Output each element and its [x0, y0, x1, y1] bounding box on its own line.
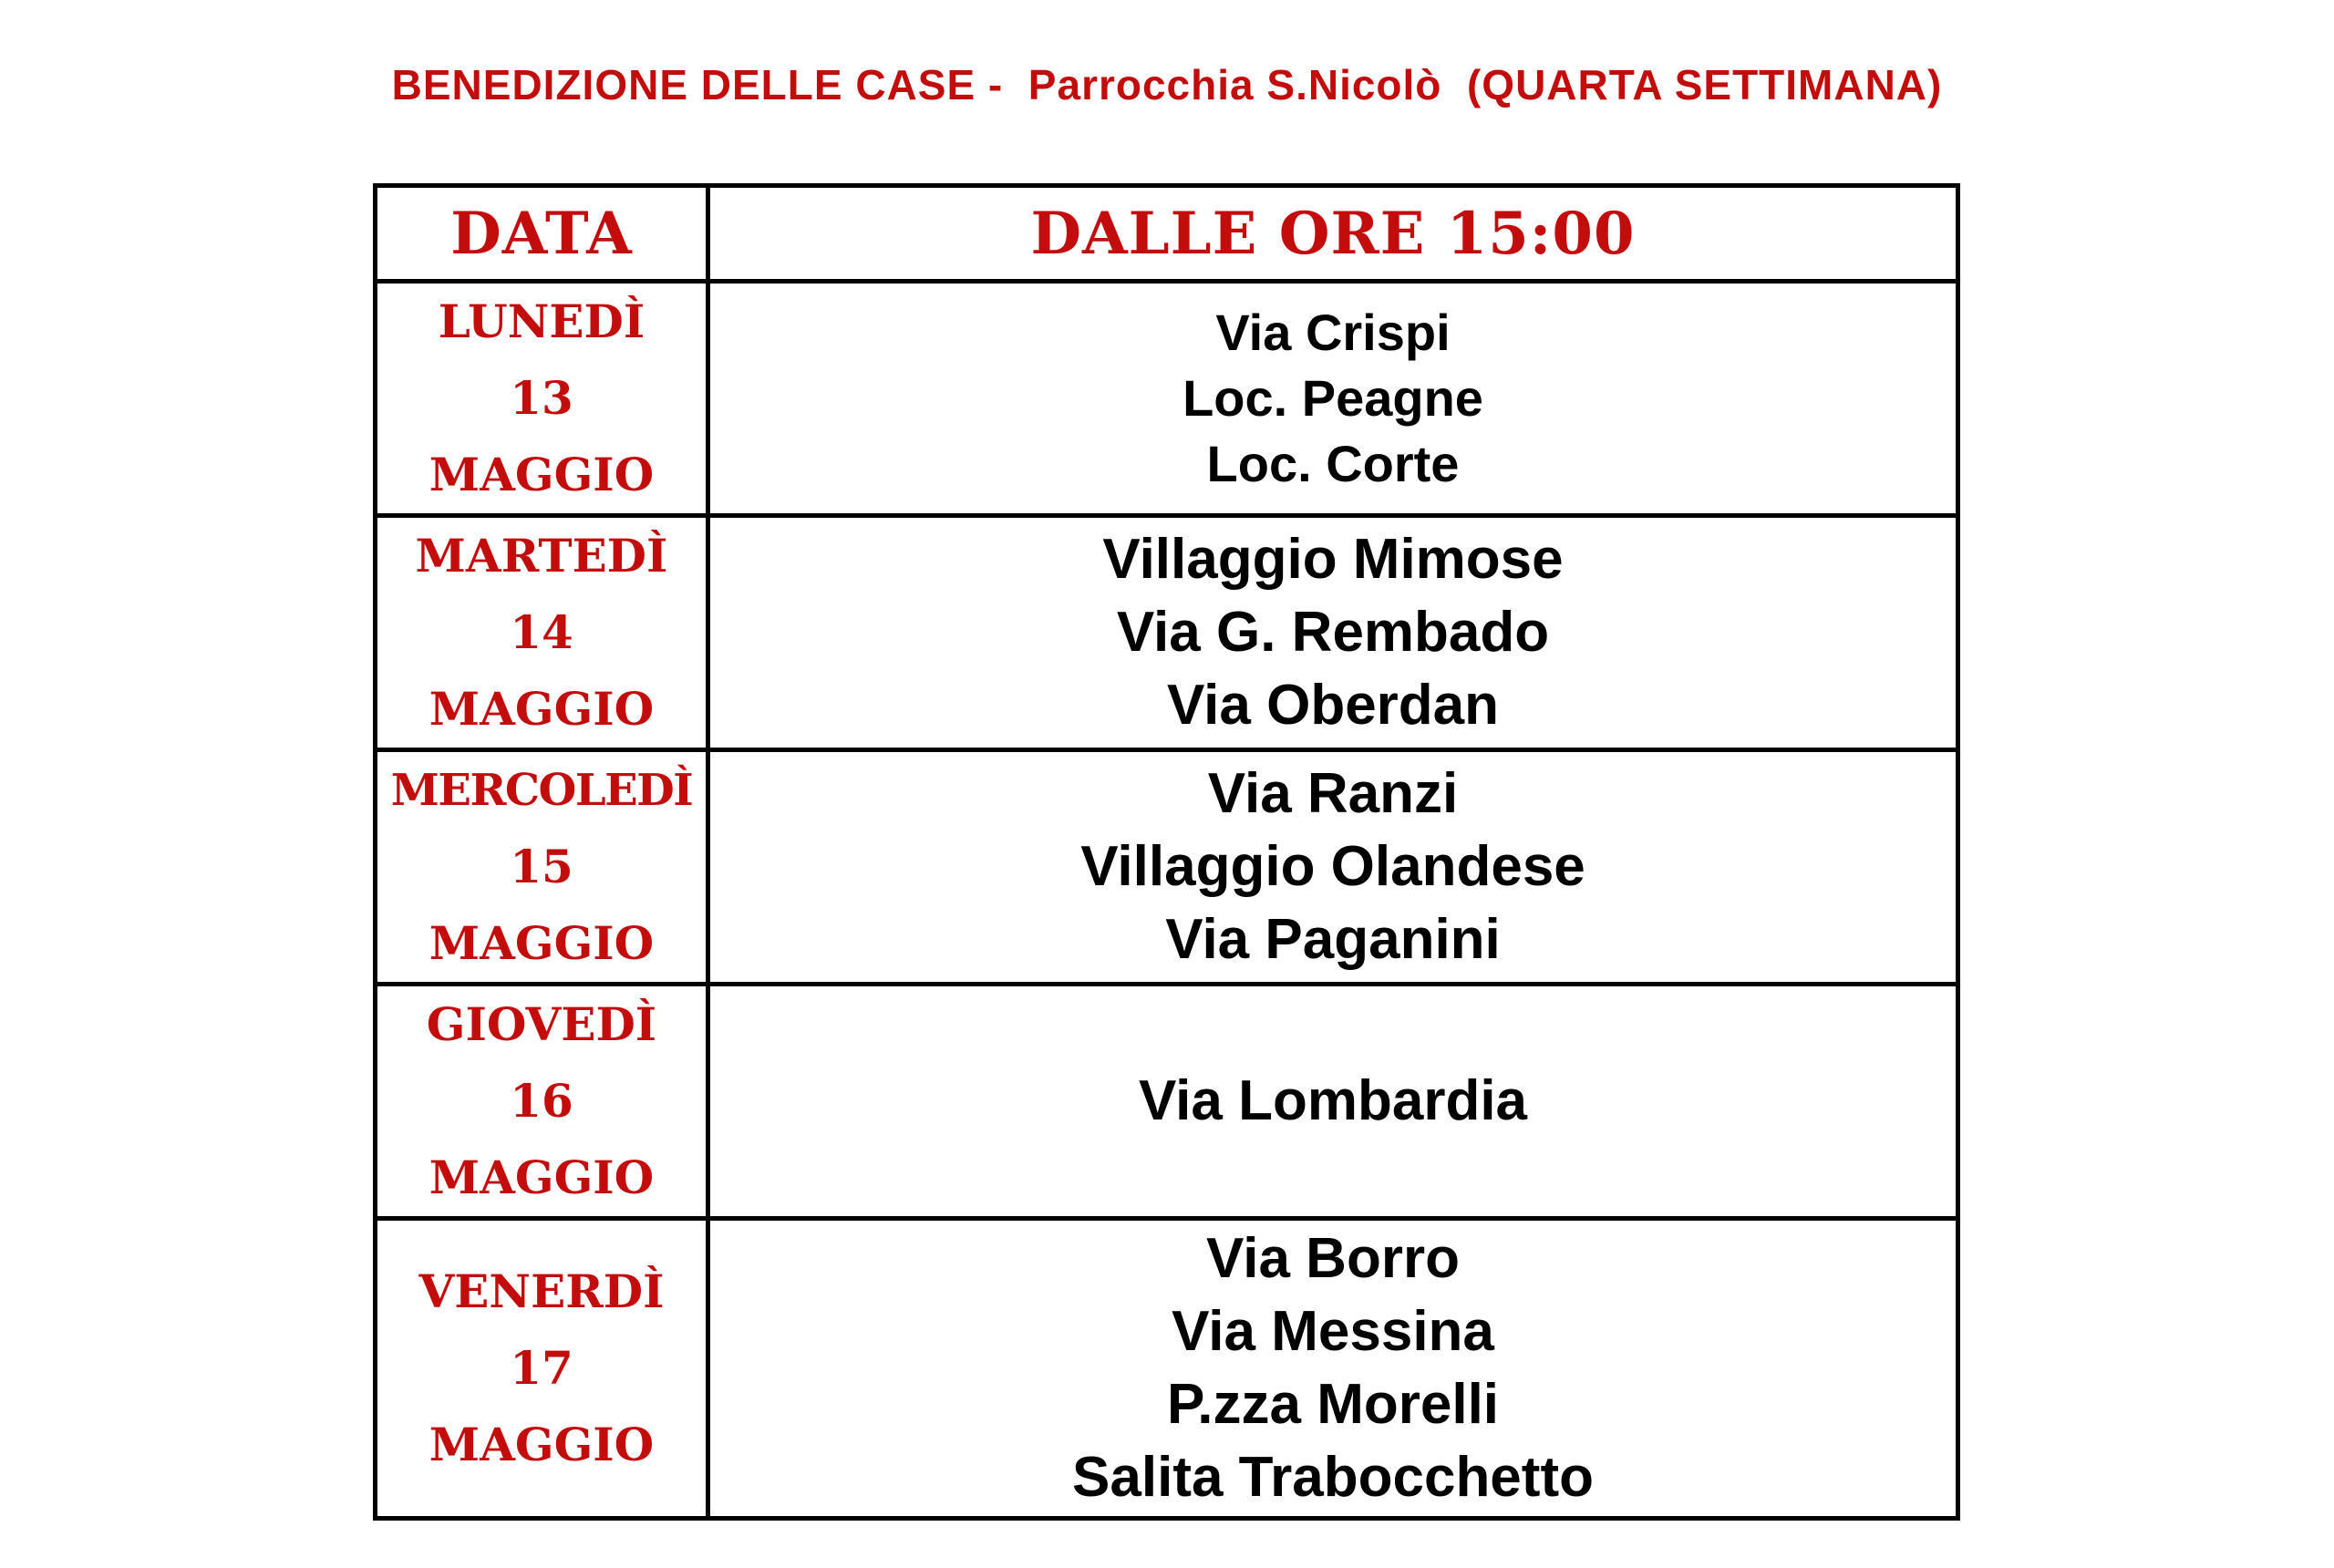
- street-name: Via Lombardia: [1138, 1069, 1528, 1132]
- day-number: 17: [510, 1341, 573, 1395]
- street-name: Via G. Rembado: [1116, 601, 1550, 664]
- day-number: 16: [510, 1074, 573, 1128]
- street-name: P.zza Morelli: [1166, 1373, 1500, 1436]
- date-cell: [376, 282, 708, 516]
- table-row: [376, 985, 1958, 1219]
- day-number: 14: [510, 605, 573, 659]
- month-name: MAGGIO: [429, 682, 655, 736]
- street-name: Loc. Corte: [1206, 435, 1460, 492]
- streets-cell: [708, 282, 1958, 516]
- streets-cell: [708, 1219, 1958, 1519]
- street-name: Via Ranzi: [1207, 762, 1459, 825]
- table-row: [376, 516, 1958, 750]
- page-title: BENEDIZIONE DELLE CASE - Parrocchia S.Nicolò (QUARTA SETTIMANA): [391, 61, 1943, 108]
- street-name: Via Borro: [1206, 1227, 1460, 1290]
- table-row: [376, 750, 1958, 985]
- month-name: MAGGIO: [429, 1418, 655, 1471]
- day-number: 15: [510, 840, 573, 893]
- month-name: MAGGIO: [429, 916, 655, 970]
- street-name: Via Messina: [1172, 1300, 1494, 1363]
- streets-cell: [708, 516, 1958, 750]
- month-name: MAGGIO: [429, 448, 655, 501]
- table-row: [376, 282, 1958, 516]
- streets-cell: [708, 750, 1958, 985]
- table-header-row: [376, 186, 1958, 282]
- day-name: MARTEDÌ: [415, 529, 668, 583]
- date-cell: [376, 1219, 708, 1519]
- day-name: MERCOLEDÌ: [390, 765, 693, 816]
- day-number: 13: [510, 371, 573, 425]
- streets-cell: [708, 985, 1958, 1219]
- header-time: DALLE ORE 15:00: [708, 186, 1958, 282]
- table-row: [376, 1219, 1958, 1519]
- day-name: GIOVEDÌ: [426, 997, 657, 1051]
- day-name: LUNEDÌ: [438, 294, 645, 348]
- header-date: DATA: [376, 186, 708, 282]
- schedule-table: [373, 183, 1960, 1521]
- street-name: Via Oberdan: [1166, 674, 1500, 737]
- month-name: MAGGIO: [429, 1150, 655, 1204]
- street-name: Villaggio Mimose: [1102, 528, 1564, 591]
- street-name: Salita Trabocchetto: [1072, 1446, 1594, 1509]
- street-name: Via Paganini: [1165, 908, 1501, 971]
- street-name: Via Crispi: [1215, 304, 1451, 361]
- day-name: VENERDÌ: [418, 1264, 665, 1318]
- date-cell: [376, 985, 708, 1219]
- date-cell: [376, 750, 708, 985]
- street-name: Loc. Peagne: [1182, 369, 1483, 427]
- date-cell: [376, 516, 708, 750]
- street-name: Villaggio Olandese: [1080, 835, 1585, 898]
